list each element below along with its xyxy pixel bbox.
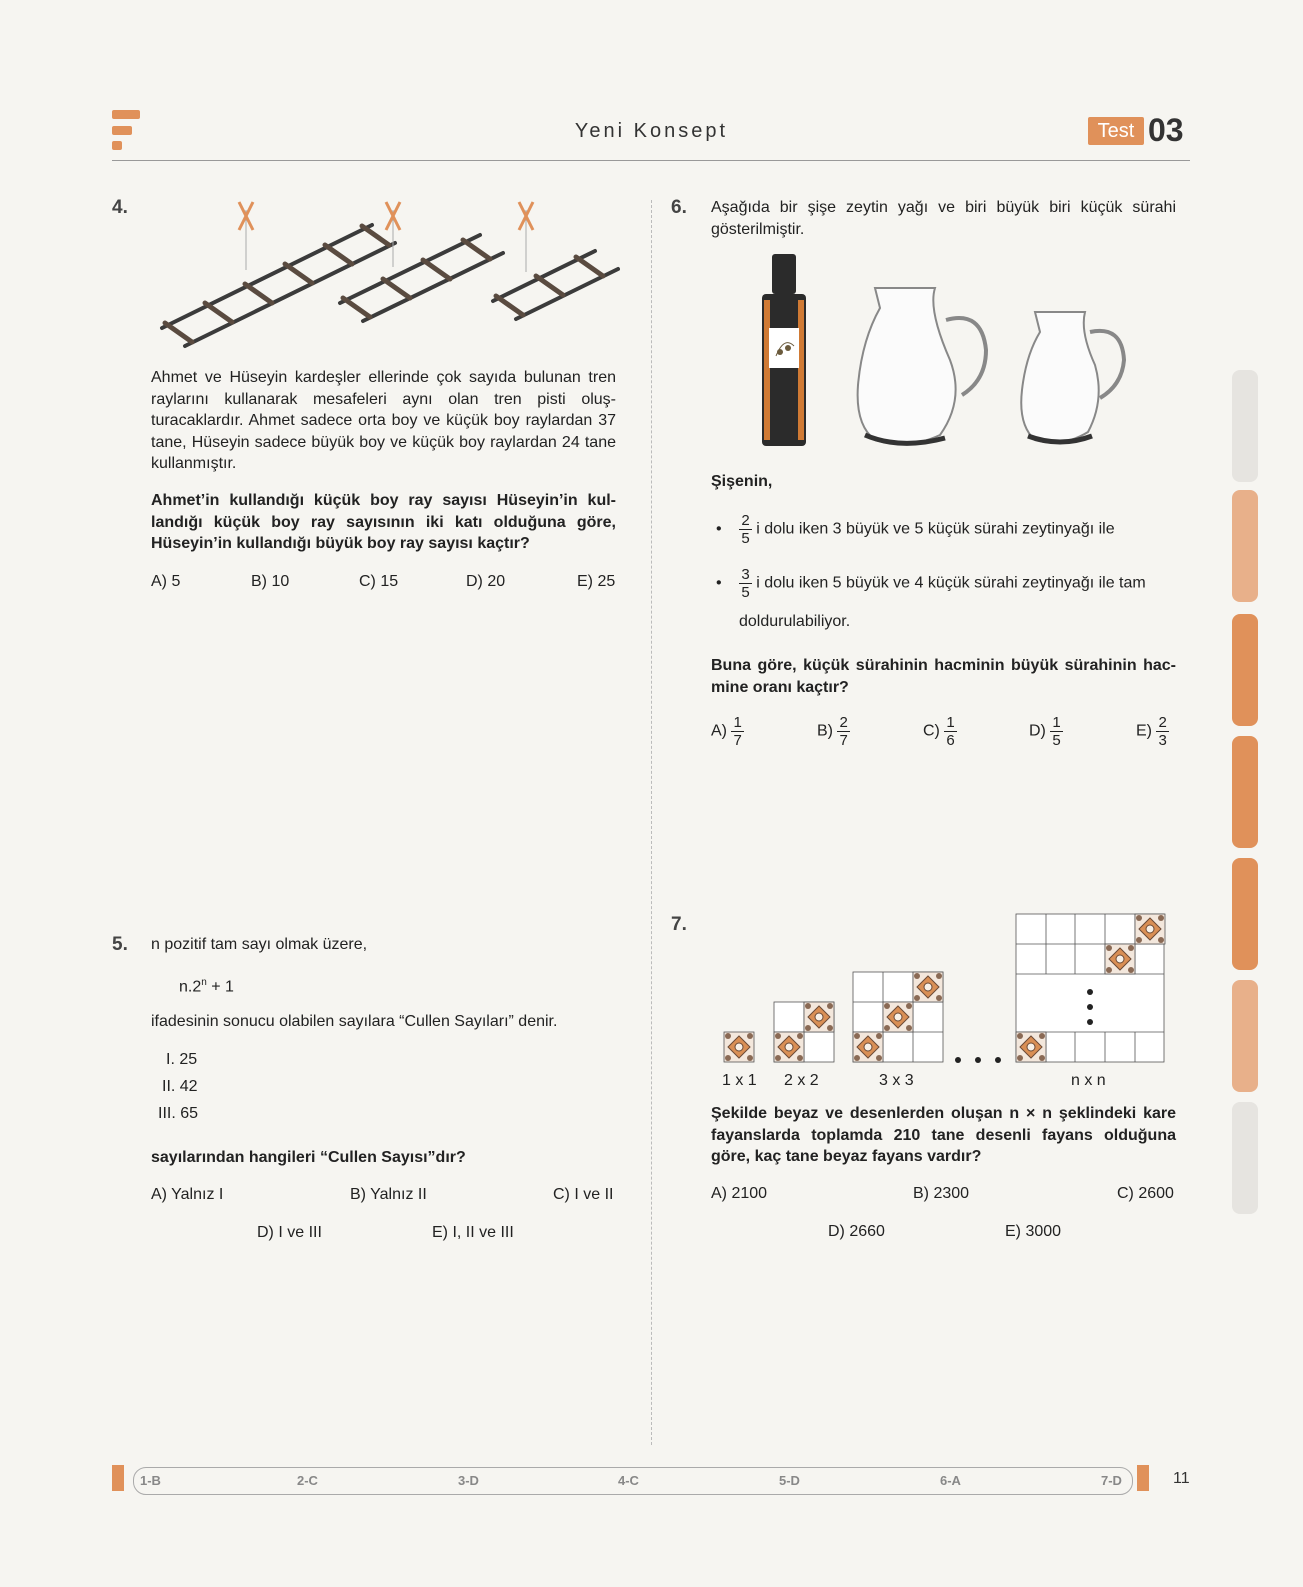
q5-item-2: II. 42: [162, 1078, 198, 1095]
side-tab-1[interactable]: [1232, 370, 1258, 482]
q6-bullet-1: • $\frac{2}{5}$ i dolu iken 3 büyük ve 5 küçük sürahi zeytinyağı ile: [716, 512, 1115, 547]
question-4-number: 4.: [112, 197, 128, 218]
question-6-number: 6.: [671, 197, 687, 218]
grid-label-3x3: 3 x 3: [879, 1072, 914, 1089]
question-5-prompt: sayılarından hangileri “Cullen Sayısı”dır?: [151, 1149, 466, 1166]
side-tab-7[interactable]: [1232, 1102, 1258, 1214]
answer-key-5: 5-D: [779, 1473, 800, 1488]
q5-item-1: I. 25: [166, 1051, 198, 1068]
q4-option-b[interactable]: B) 10: [251, 573, 290, 590]
page-title: Yeni Konsept: [574, 120, 729, 142]
q7-option-d[interactable]: D) 2660: [828, 1223, 885, 1240]
question-5-number: 5.: [112, 934, 128, 955]
q4-option-a[interactable]: A) 5: [151, 573, 181, 590]
question-6-prompt: Buna göre, küçük sürahinin hacminin büyük sürahinin hacmine oranı kaçtır?: [711, 657, 1176, 696]
side-tab-4[interactable]: [1232, 736, 1258, 848]
q5-option-b[interactable]: B) Yalnız II: [350, 1186, 427, 1203]
q6-option-b[interactable]: B) $\frac{2}{7}$: [817, 714, 848, 749]
q5-item-3: III. 65: [158, 1105, 199, 1122]
question-7-number: 7.: [671, 914, 687, 935]
bottle-and-jugs-illustration: [750, 250, 1150, 455]
q5-option-a[interactable]: A) Yalnız I: [151, 1186, 224, 1203]
question-7-prompt: Şekilde beyaz ve desenlerden oluşan n × n şeklindeki kare fayanslarda toplamda 210 tane desenli fayans olduğuna göre, kaç tane beyaz fayans vardır?: [711, 1105, 1176, 1165]
q5-option-c[interactable]: C) I ve II: [553, 1186, 614, 1203]
side-tab-3[interactable]: [1232, 614, 1258, 726]
side-tab-6[interactable]: [1232, 980, 1258, 1092]
answer-key-1: 1-B: [140, 1473, 161, 1488]
footer-left-marker: [112, 1465, 124, 1491]
q6-option-d[interactable]: D) $\frac{1}{5}$: [1029, 714, 1061, 749]
question-4-prompt: Ahmet’in kullandığı küçük boy ray sayısı Hüseyin’in kullandığı küçük boy ray sayısının iki katı olduğuna göre, Hüseyin’in kullandığı büyük boy ray sayısı kaçtır?: [151, 492, 616, 552]
q4-option-e[interactable]: E) 25: [577, 573, 616, 590]
q4-option-d[interactable]: D) 20: [466, 573, 506, 590]
question-5-description: ifadesinin sonucu olabilen sayılara “Cullen Sayıları” denir.: [151, 1013, 558, 1030]
q7-option-b[interactable]: B) 2300: [913, 1185, 970, 1202]
q6-option-c[interactable]: C) $\frac{1}{6}$: [923, 714, 955, 749]
q7-option-a[interactable]: A) 2100: [711, 1185, 768, 1202]
test-number: 03: [1148, 112, 1184, 148]
footer-right-marker: [1137, 1465, 1149, 1491]
answer-key-3: 3-D: [458, 1473, 479, 1488]
answer-key-4: 4-C: [618, 1473, 639, 1488]
q6-option-e[interactable]: E) $\frac{2}{3}$: [1136, 714, 1167, 749]
rail-tracks-illustration: [150, 190, 620, 360]
grid-label-nxn: n x n: [1071, 1072, 1106, 1089]
q6-bullet-2: • $\frac{3}{5}$ i dolu iken 5 büyük ve 4 küçük sürahi zeytinyağı ile tam: [716, 566, 1146, 601]
q5-option-e[interactable]: E) I, II ve III: [432, 1224, 514, 1241]
question-5-intro: n pozitif tam sayı olmak üzere,: [151, 936, 368, 953]
side-tab-2[interactable]: [1232, 490, 1258, 602]
answer-key-2: 2-C: [297, 1473, 318, 1488]
grid-label-1x1: 1 x 1: [722, 1072, 757, 1089]
q6-option-a[interactable]: A) $\frac{1}{7}$: [711, 714, 742, 749]
question-6-lead: Şişenin,: [711, 473, 773, 490]
tile-grids-illustration: [720, 910, 1180, 1070]
answer-key-6: 6-A: [940, 1473, 961, 1488]
question-6-text: Aşağıda bir şişe zeytin yağı ve biri büyük biri küçük sürahi gösterilmiştir.: [711, 199, 1176, 238]
side-tab-5[interactable]: [1232, 858, 1258, 970]
q4-option-c[interactable]: C) 15: [359, 573, 399, 590]
test-badge: Test: [1088, 117, 1144, 145]
column-divider: [651, 200, 652, 1445]
q7-option-c[interactable]: C) 2600: [1117, 1185, 1174, 1202]
grid-label-2x2: 2 x 2: [784, 1072, 819, 1089]
header-divider: [112, 160, 1190, 161]
answer-key-7: 7-D: [1101, 1473, 1122, 1488]
q5-option-d[interactable]: D) I ve III: [257, 1224, 322, 1241]
q7-option-e[interactable]: E) 3000: [1005, 1223, 1062, 1240]
q6-bullet-2-cont: doldurulabiliyor.: [739, 613, 851, 630]
question-5-expression: $n.2^n + 1$: [179, 977, 234, 996]
question-4-text: Ahmet ve Hüseyin kardeşler ellerinde çok sayıda bulunan tren raylarını kullanarak mesafeleri aynı olan tren pisti oluşturacaklardır. Ahmet sadece orta boy ve küçük boy raylardan 37 tane, Hüseyin sadece büyük boy ve küçük boy raylardan 24 tane kullanmıştır.: [151, 369, 616, 472]
page-number: 11: [1173, 1470, 1190, 1487]
